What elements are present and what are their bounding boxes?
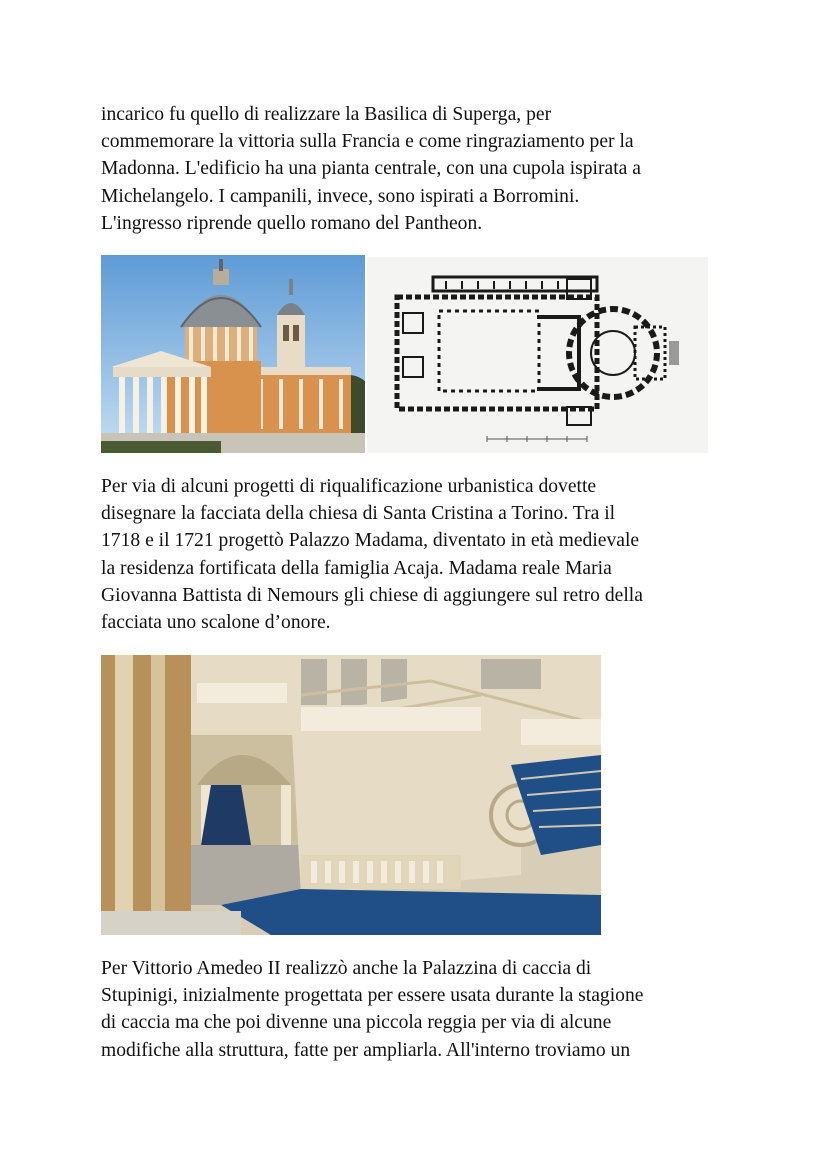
text-line: Madonna. L'edificio ha una pianta centrale, con una cupola ispirata a [101,158,641,180]
text-line: disegnare la facciata della chiesa di Santa Cristina a Torino. Tra il [101,503,616,525]
text-line: commemorare la vittoria sulla Francia e come ringraziamento per la [101,131,634,153]
paragraph-palazzo-madama [101,473,741,636]
text-line: Michelangelo. I campanili, invece, sono ispirati a Borromini. [101,185,580,207]
text-line: Giovanna Battista di Nemours gli chiese di aggiungere sul retro della [101,584,643,606]
text-line: Stupinigi, inizialmente progettata per essere usata durante la stagione [101,985,644,1007]
text-line: di caccia ma che poi divenne una piccola reggia per via di alcune [101,1012,612,1034]
text-line: Per Vittorio Amedeo II realizzò anche la Palazzina di caccia di [101,958,592,979]
paragraph-superga [101,101,741,237]
basilica-superga-photo [101,255,365,453]
text-line: facciata uno scalone d’onore. [101,612,331,634]
text-line: L'ingresso riprende quello romano del Pantheon. [101,212,483,234]
text-line: Per via di alcuni progetti di riqualificazione urbanistica dovette [101,476,597,497]
text-line: modifiche alla struttura, fatte per ampliarla. All'interno troviamo un [101,1039,631,1061]
text-line: la residenza fortificata della famiglia Acaja. Madama reale Maria [101,557,612,579]
basilica-floor-plan [367,257,708,453]
paragraph-stupinigi [101,955,741,1064]
text-line: incarico fu quello di realizzare la Basilica di Superga, per [101,104,552,125]
text-line: 1718 e il 1721 progettò Palazzo Madama, diventato in età medievale [101,530,640,552]
palazzo-madama-staircase-photo [101,655,601,935]
